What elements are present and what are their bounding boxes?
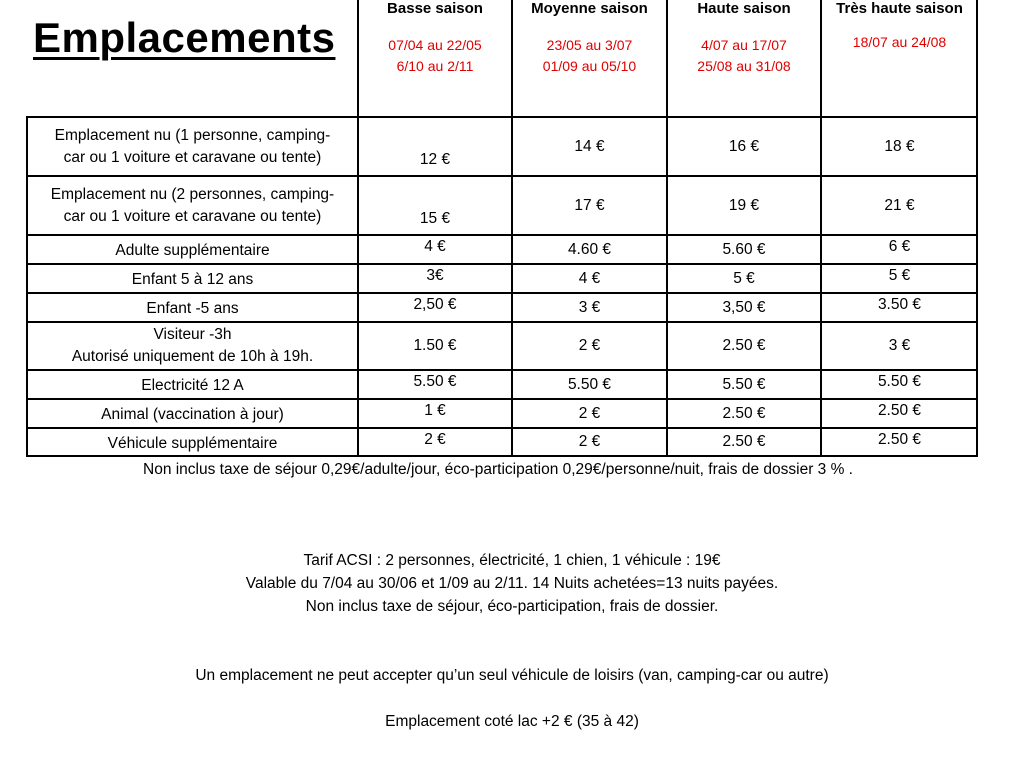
row-label [27, 177, 358, 234]
price-cell: 15 € [419, 210, 451, 227]
table-row [27, 118, 978, 175]
price-cell: 2,50 € [413, 296, 457, 313]
price-cell: 5.60 € [722, 240, 766, 258]
season-dates [512, 35, 667, 77]
season-name: Basse saison [387, 0, 483, 17]
acsi-validity: Valable du 7/04 au 30/06 et 1/09 au 2/11. 14 Nuits achetées=13 nuits payées. [245, 575, 779, 592]
row-label-line: car ou 1 voiture et caravane ou tente) [63, 148, 322, 166]
price-cell: 4 € [578, 269, 601, 287]
price-cell: 1.50 € [413, 337, 457, 354]
row-label-line: Autorisé uniquement de 10h à 19h. [71, 348, 314, 365]
season-header-tres-haute [821, 0, 978, 117]
price-cell: 3€ [426, 267, 444, 284]
row-label-line: car ou 1 voiture et caravane ou tente) [63, 207, 322, 225]
price-cell: 2.50 € [722, 433, 766, 450]
season-dates-line: 01/09 au 05/10 [542, 58, 637, 74]
row-label: Electricité 12 A [141, 377, 244, 394]
price-cell: 2.50 € [877, 402, 922, 419]
acsi-exclusions: Non inclus taxe de séjour, éco-participation, frais de dossier. [305, 598, 719, 615]
row-label [27, 323, 358, 369]
price-cell: 2.50 € [722, 404, 766, 422]
table-row [27, 294, 978, 321]
price-cell: 5.50 € [877, 373, 922, 390]
table-row [27, 323, 978, 369]
vehicle-note: Un emplacement ne peut accepter qu’un seul véhicule de loisirs (van, camping-car ou autre) [195, 667, 829, 684]
season-dates-line: 4/07 au 17/07 [701, 37, 787, 53]
season-header-basse [358, 0, 512, 117]
table-row [27, 371, 978, 398]
table-row [27, 236, 978, 263]
row-label-line: Visiteur -3h [153, 326, 232, 343]
season-dates-line: 25/08 au 31/08 [697, 58, 791, 74]
row-label: Animal (vaccination à jour) [101, 406, 284, 423]
price-cell: 5 € [888, 267, 911, 284]
row-label: Enfant -5 ans [146, 300, 239, 317]
season-dates [358, 35, 512, 77]
price-cell: 3 € [888, 337, 911, 354]
price-cell: 2 € [578, 433, 601, 450]
price-cell: 4.60 € [567, 240, 612, 258]
page-title: Emplacements [33, 14, 336, 61]
row-label: Adulte supplémentaire [115, 242, 270, 259]
price-cell: 2 € [578, 337, 601, 354]
season-dates-line: 18/07 au 24/08 [852, 34, 947, 50]
season-header-haute [667, 0, 821, 117]
season-dates [821, 32, 978, 53]
price-cell: 2.50 € [877, 431, 922, 448]
price-cell: 5.50 € [722, 375, 766, 393]
price-cell: 17 € [574, 196, 605, 214]
season-dates-line: 6/10 au 2/11 [396, 58, 474, 74]
row-label-line: Emplacement nu (1 personne, camping- [54, 126, 331, 144]
table-row [27, 265, 978, 292]
season-name: Moyenne saison [531, 0, 648, 17]
row-label: Enfant 5 à 12 ans [131, 271, 254, 288]
price-cell: 1 € [424, 402, 446, 419]
price-cell: 12 € [419, 151, 451, 168]
table-row [27, 177, 978, 234]
price-cell: 16 € [728, 137, 760, 155]
row-label: Véhicule supplémentaire [107, 435, 278, 452]
price-cell: 5.50 € [567, 375, 612, 393]
season-name: Haute saison [697, 0, 791, 17]
price-cell: 2 € [578, 404, 601, 422]
price-cell: 3.50 € [877, 296, 922, 313]
season-dates-line: 07/04 au 22/05 [388, 37, 482, 53]
price-cell: 6 € [888, 238, 911, 255]
price-cell: 4 € [424, 238, 446, 255]
price-cell: 3 € [578, 298, 601, 316]
price-cell: 2.50 € [722, 337, 766, 354]
acsi-note: Tarif ACSI : 2 personnes, électricité, 1 chien, 1 véhicule : 19€ [303, 552, 721, 569]
season-header-moyenne [512, 0, 667, 117]
table-row [27, 429, 978, 455]
price-cell: 3,50 € [722, 298, 766, 316]
row-label-line: Emplacement nu (2 personnes, camping- [50, 185, 335, 203]
price-cell: 19 € [728, 196, 760, 214]
row-label [27, 118, 358, 175]
tax-note: Non inclus taxe de séjour 0,29€/adulte/jour, éco-participation 0,29€/personne/nuit, frais de dossier 3 % . [143, 461, 853, 478]
season-dates [667, 35, 821, 77]
price-cell: 14 € [574, 137, 605, 155]
grid-line [26, 455, 978, 457]
price-cell: 18 € [884, 137, 915, 155]
price-cell: 21 € [884, 196, 915, 214]
lake-note: Emplacement coté lac +2 € (35 à 42) [385, 713, 639, 730]
price-cell: 2 € [424, 431, 446, 448]
season-name: Très haute saison [836, 0, 963, 17]
season-dates-line: 23/05 au 3/07 [546, 37, 633, 53]
table-row [27, 400, 978, 427]
price-cell: 5.50 € [413, 373, 457, 390]
price-cell: 5 € [733, 269, 755, 287]
